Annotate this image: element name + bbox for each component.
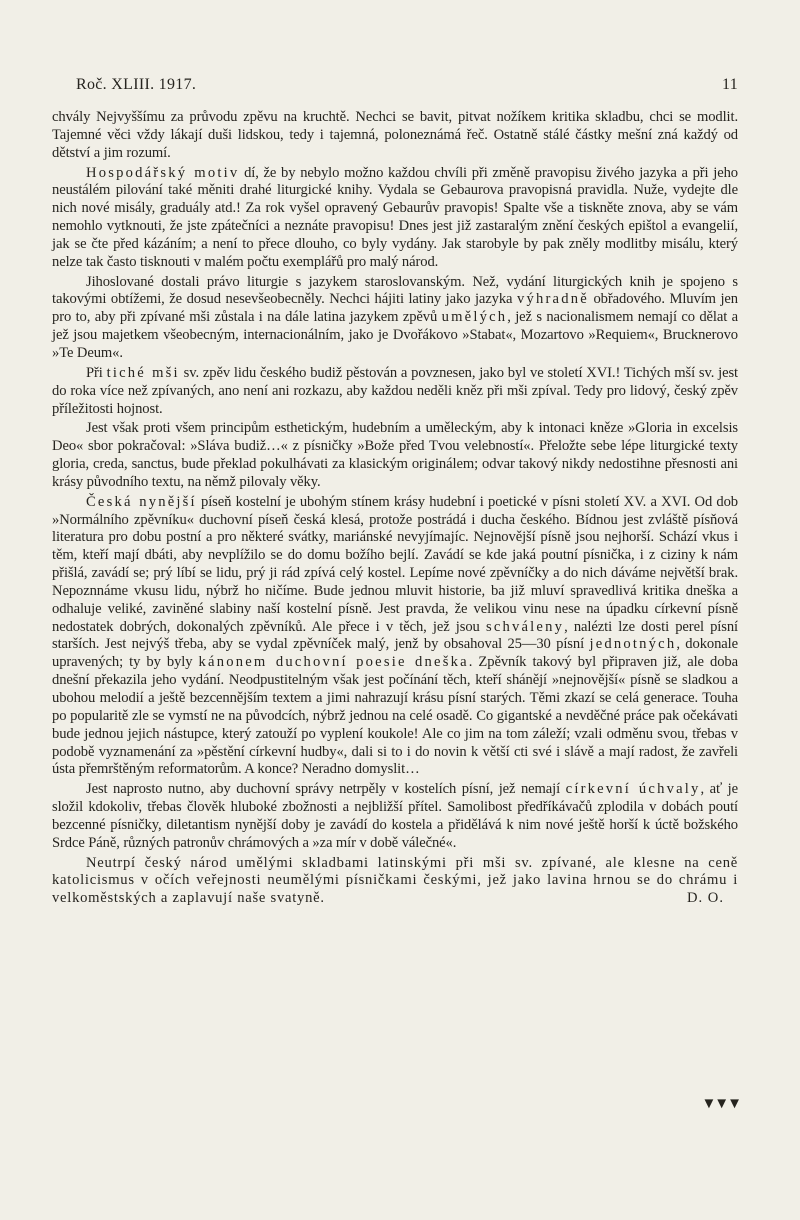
emphasis: schváleny <box>485 618 565 635</box>
journal-volume: Roč. XLIII. 1917. <box>76 76 197 93</box>
emphasis: Česká nynější <box>86 493 197 510</box>
emphasis: jednotných <box>589 636 677 653</box>
paragraph-3: Jihoslované dostali právo liturgie s jazykem staroslovanským. Než, vydání liturgických knih je spojeno s takovými obtížemi, že dosud nesevšeobecněly. Nechci hájiti latiny jako jazyka výhradně obřadového. Mluvím jen pro to, aby při zpívané mši zůstala i na dále latina jazykem zpěvů umělých, jež s nacionalismem nemají co dělat a jež jsou majetkem všeobecným, internacionálním, jako je Dvořákovo »Stabat«, Mozartovo »Requiem«, Brucknerovo »Te Deum«. <box>52 273 738 361</box>
paragraph-7: Jest naprosto nutno, aby duchovní správy netrpěly v kostelích písní, jež nemají církevní úchvaly, ať je složil kdokoliv, třebas člověk hluboké zbožnosti a nejbližší přítel. Samolibost předříkávačů zplodila v dobách poutí bezcenné písničky, diletantism nynější doby je zavádí do kostela a přidělává k nim nové ještě horší k úctě božského Srdce Páně, různých patronův chrámových a »za mír v době válečné«. <box>52 781 738 851</box>
paragraph-1: chvály Nejvyššímu za průvodu zpěvu na kruchtě. Nechci se bavit, pitvat nožíkem kritika skladbu, chci se modlit. Tajemné věci vždy lákají duši lidskou, tedy i tajemná, poloneznámá řeč. Ostatně stálé částky mešní zná každý od dětství a jim rozumí. <box>52 109 738 161</box>
end-ornament-icon: ▼▼▼ <box>701 1096 740 1112</box>
emphasis: Hospodářský motiv <box>86 164 240 181</box>
emphasis: výhradně <box>517 291 589 308</box>
emphasis: církevní úchvaly <box>565 781 701 798</box>
article-body <box>52 109 738 910</box>
paragraph-5: Jest však proti všem principům esthetickým, hudebním a uměleckým, aby k intonaci kněze »Gloria in excelsis Deo« sbor pokračoval: »Sláva budiž…« z písničky »Bože před Tvou velebností«. Přeložte sebe lépe liturgické texty gloria, creda, sanctus, bude překlad pokulhávati za klasickým originálem; odvar takový nikdy nedostihne přesnosti ani krásy původního textu, na němž pilovaly věky. <box>52 420 738 490</box>
paragraph-8: Neutrpí český národ umělými skladbami latinskými při mši sv. zpívané, ale klesne na ceně katolicismus v očích veřejnosti neumělými písničkami českými, jež jako lavina hrnou se do chrámu i velkoměstských a zaplavují naše svatyně. D. O. <box>52 854 738 907</box>
emphasis: umělých <box>441 309 508 326</box>
paragraph-4: Při tiché mši sv. zpěv lidu českého budiž pěstován a povznesen, jako byl ve století XVI.! Tichých mší sv. jest do roka více než zpívaných, ano není ani rozkazu, aby každou neděli kněz při mši zpíval. Tedy pro lidový, český zpěv příležitosti hojnost. <box>52 364 738 417</box>
emphasis: kánonem duchovní poesie dneška <box>198 654 469 671</box>
page-number: 11 <box>721 76 738 93</box>
emphasis: tiché mši <box>106 364 180 381</box>
running-header <box>76 76 738 94</box>
author-signature: D. O. <box>686 890 724 907</box>
paragraph-2: Hospodářský motiv dí, že by nebylo možno každou chvíli při změně pravopisu živého jazyka a při jeho neustálém pilování také měniti drahé liturgické knihy. Vydala se Gebaurova pravopisná pravidla. Nuže, vydejte dle nich nové misály, graduály atd.! Za rok vyšel opravený Gebaurův pravopis! Spalte vše a tiskněte znova, aby se vám nemohlo vytknouti, že jste zpátečníci a neznáte pravopisu! Dnes jest již zastaralým znění českých epištol a evangelií, jak se čte před kázáním; a není to přece dlouho, co byly vydány. Jak starobyle by pak zněly modlitby misálu, který nelze tak často tisknouti v malém počtu exemplářů pro malý národ. <box>52 164 738 270</box>
paragraph-6: Česká nynější píseň kostelní je ubohým stínem krásy hudební i poetické v písni století XV. a XVI. Od dob »Normálního zpěvníku« duchovní píseň česká klesá, protože postrádá i ducha českého. Bídnou jest zvláště písňová literatura pro dobu postní a pro některé svátky, mariánské nevyjímajíc. Nejnovější písně jsou nejhorší. Schází vkus i těm, kteří mají dbáti, aby nevplížilo se do domu božího bejlí. Zavádí se kde jaká poutní písnička, i z ciziny k nám přišlá, zavádí se; prý líbí se lidu, prý ji rád zpívá celý kostel. Lepíme nové zpěvníčky a do nich dáváme největší brak. Nepoznnáme vkusu lidu, nýbrž ho ničíme. Bude jednou mluvit historie, ba již mluví spravedlivá kritika dneška a odhaluje veliké, zaviněné slabiny naší kostelní písně. Jest pravda, že velikou vinu nese na úpadku církevní písně nedostatek dobrých, dokonalých zpěvníků. Ale přece i v těch, jež jsou schváleny, nalézti lze dosti perel písní starších. Jest nejvýš třeba, aby se vydal zpěvníček malý, jenž by obsahoval 25—30 písní jednotných, dokonale upravených; ty by byly kánonem duchovní poesie dneška. Zpěvník takový byl připraven již, ale doba dnešní překazila jeho vydání. Neodpustitelným však jest počínání těch, kteří shánějí »nejnovější« písně se sladkou a ubohou melodií a ještě bezcennějším textem a jimi nahrazují krásu písní starých. Těmi zkazí se celá generace. Touha po popularitě zle se vymstí ne na původcích, nýbrž jednou na celé osadě. Co gigantské a nevděčné práce pak očekávati bude jednou jejich nástupce, který zatouží po vyplení koukole! Ale co jim na tom záleží; vzali odměnu svou, třebas v podobě vyznamenání za »pěstění církevní hudby«, dali si to i do novin k větší cti své i slávě a mají radost, že zavřeli ústa přemrštěným reformatorům. A konce? Neradno domyslit… <box>52 493 738 778</box>
